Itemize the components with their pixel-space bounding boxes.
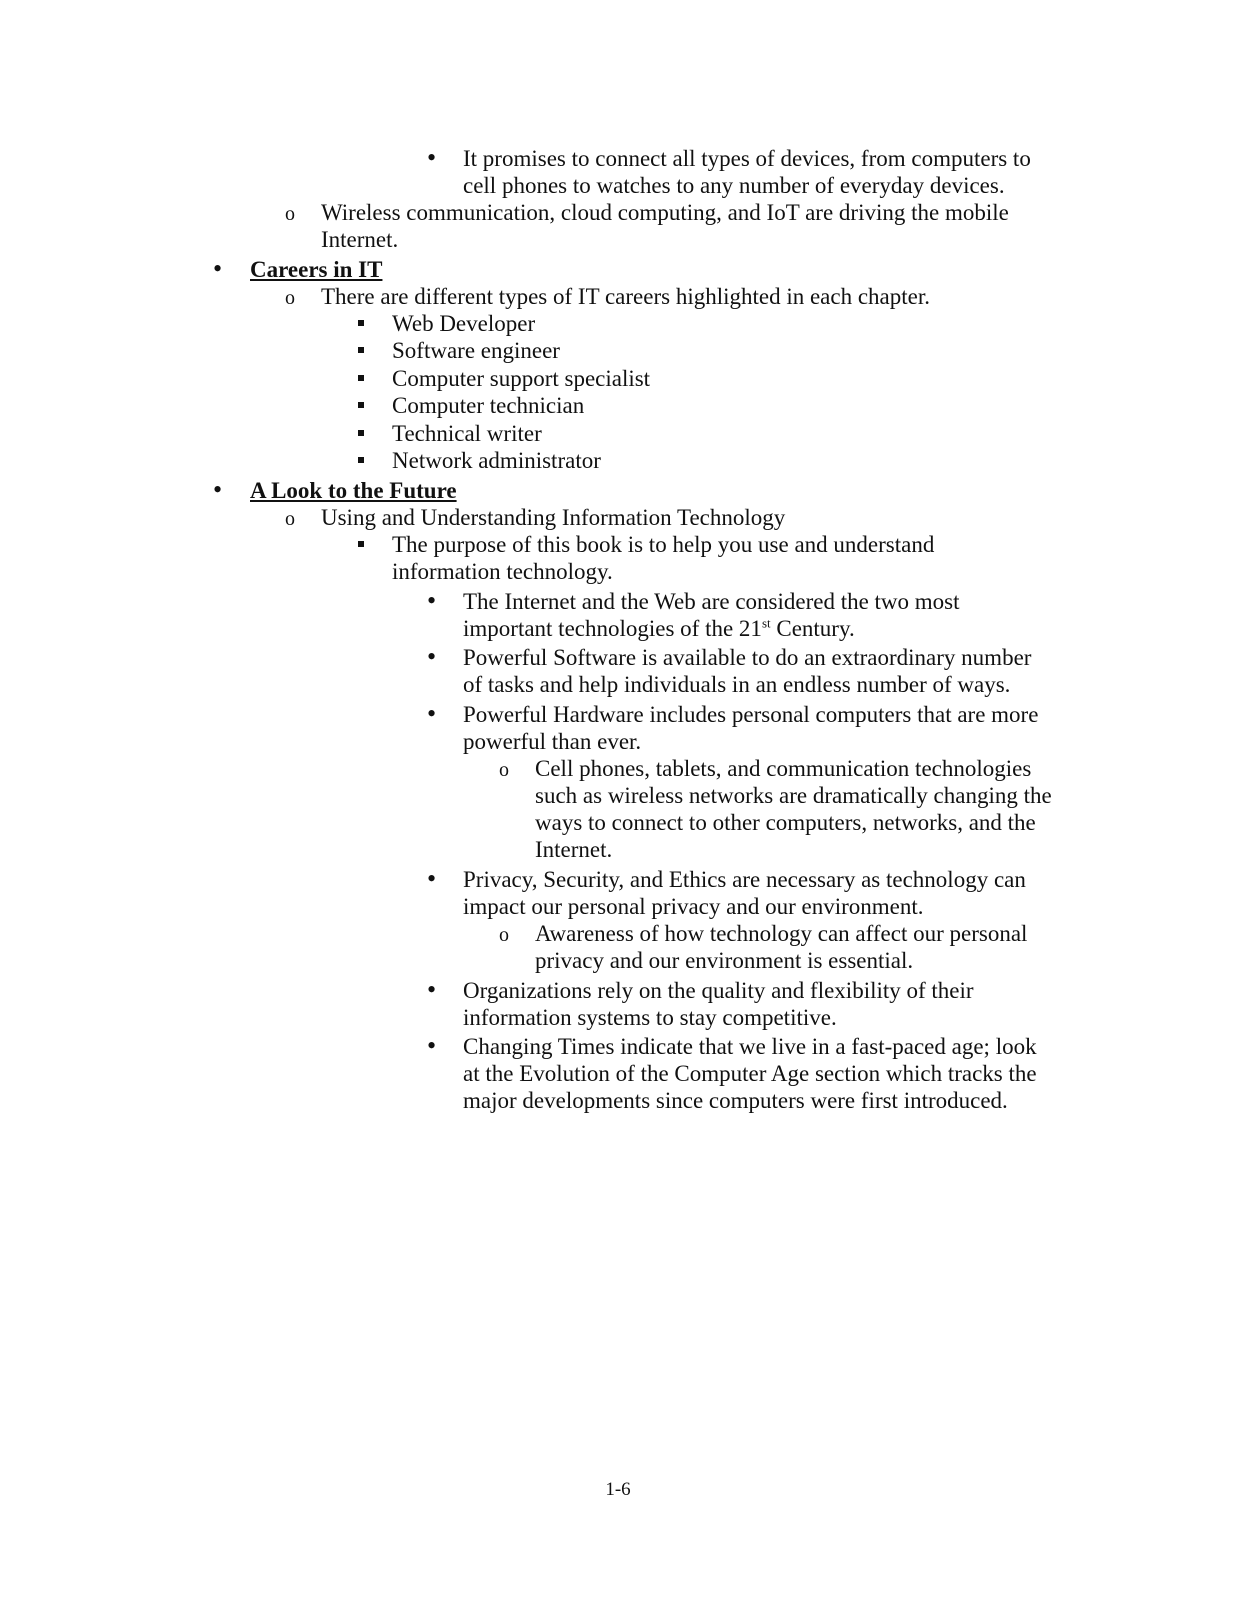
list-item-text: ways to connect to other computers, networks, and the: [535, 810, 1036, 835]
bullet-dot: •: [427, 642, 437, 671]
bullet-dot: •: [213, 475, 223, 504]
bullet-dot: •: [427, 975, 437, 1004]
list-item-text: cell phones to watches to any number of everyday devices.: [463, 173, 1005, 198]
bullet-dot: •: [427, 586, 437, 615]
bullet-circle: o: [285, 508, 295, 530]
bullet-square: [358, 430, 364, 436]
list-item-text: impact our personal privacy and our environment.: [463, 894, 924, 919]
list-item-text: Awareness of how technology can affect our personal: [535, 921, 1028, 946]
career-item: Computer support specialist: [392, 366, 651, 391]
superscript: st: [761, 615, 771, 631]
page-number: 1-6: [605, 1479, 631, 1500]
list-item-text: Internet.: [321, 227, 399, 252]
career-item: Web Developer: [392, 311, 536, 336]
career-item: Technical writer: [392, 421, 542, 446]
list-item-text: major developments since computers were first introduced.: [463, 1088, 1008, 1113]
text-run: important technologies of the 21: [463, 616, 762, 641]
bullet-circle: o: [285, 287, 295, 309]
list-item-text: information technology.: [392, 559, 613, 584]
bullet-dot: •: [427, 699, 437, 728]
list-item-text: such as wireless networks are dramatically changing the: [535, 783, 1052, 808]
bullet-square: [358, 375, 364, 381]
list-item-text: The purpose of this book is to help you use and understand: [392, 532, 935, 557]
list-item-text: [463, 615, 855, 642]
bullet-square: [358, 320, 364, 326]
career-item: Computer technician: [392, 393, 585, 418]
text-run: Century.: [770, 616, 855, 641]
bullet-circle: o: [285, 203, 295, 225]
list-item-text: Powerful Hardware includes personal computers that are more: [463, 702, 1039, 727]
list-item-text: at the Evolution of the Computer Age section which tracks the: [463, 1061, 1037, 1086]
list-item-text: Wireless communication, cloud computing, and IoT are driving the mobile: [321, 200, 1009, 225]
list-item-text: It promises to connect all types of devices, from computers to: [463, 146, 1031, 171]
list-item-text: The Internet and the Web are considered the two most: [463, 589, 960, 614]
bullet-square: [358, 347, 364, 353]
list-item-text: Cell phones, tablets, and communication technologies: [535, 756, 1032, 781]
list-item-text: Internet.: [535, 837, 613, 862]
bullet-dot: •: [213, 254, 223, 283]
list-item-text: Organizations rely on the quality and flexibility of their: [463, 978, 974, 1003]
bullet-dot: •: [427, 143, 437, 172]
list-item-text: Changing Times indicate that we live in a fast-paced age; look: [463, 1034, 1037, 1059]
bullet-dot: •: [427, 864, 437, 893]
list-item-text: of tasks and help individuals in an endless number of ways.: [463, 672, 1011, 697]
career-item: Network administrator: [392, 448, 601, 473]
bullet-square: [358, 402, 364, 408]
section-heading-careers: Careers in IT: [250, 257, 383, 282]
bullet-circle: o: [499, 924, 509, 946]
list-item-text: Privacy, Security, and Ethics are necessary as technology can: [463, 867, 1026, 892]
bullet-square: [358, 457, 364, 463]
bullet-square: [358, 541, 364, 547]
section-heading-future: A Look to the Future: [250, 478, 457, 503]
list-item-text: Using and Understanding Information Technology: [321, 505, 786, 530]
career-item: Software engineer: [392, 338, 560, 363]
bullet-dot: •: [427, 1031, 437, 1060]
bullet-circle: o: [499, 759, 509, 781]
list-item-text: information systems to stay competitive.: [463, 1005, 837, 1030]
list-item-text: Powerful Software is available to do an extraordinary number: [463, 645, 1032, 670]
list-item-text: There are different types of IT careers highlighted in each chapter.: [321, 284, 931, 309]
list-item-text: powerful than ever.: [463, 729, 642, 754]
list-item-text: privacy and our environment is essential.: [535, 948, 914, 973]
